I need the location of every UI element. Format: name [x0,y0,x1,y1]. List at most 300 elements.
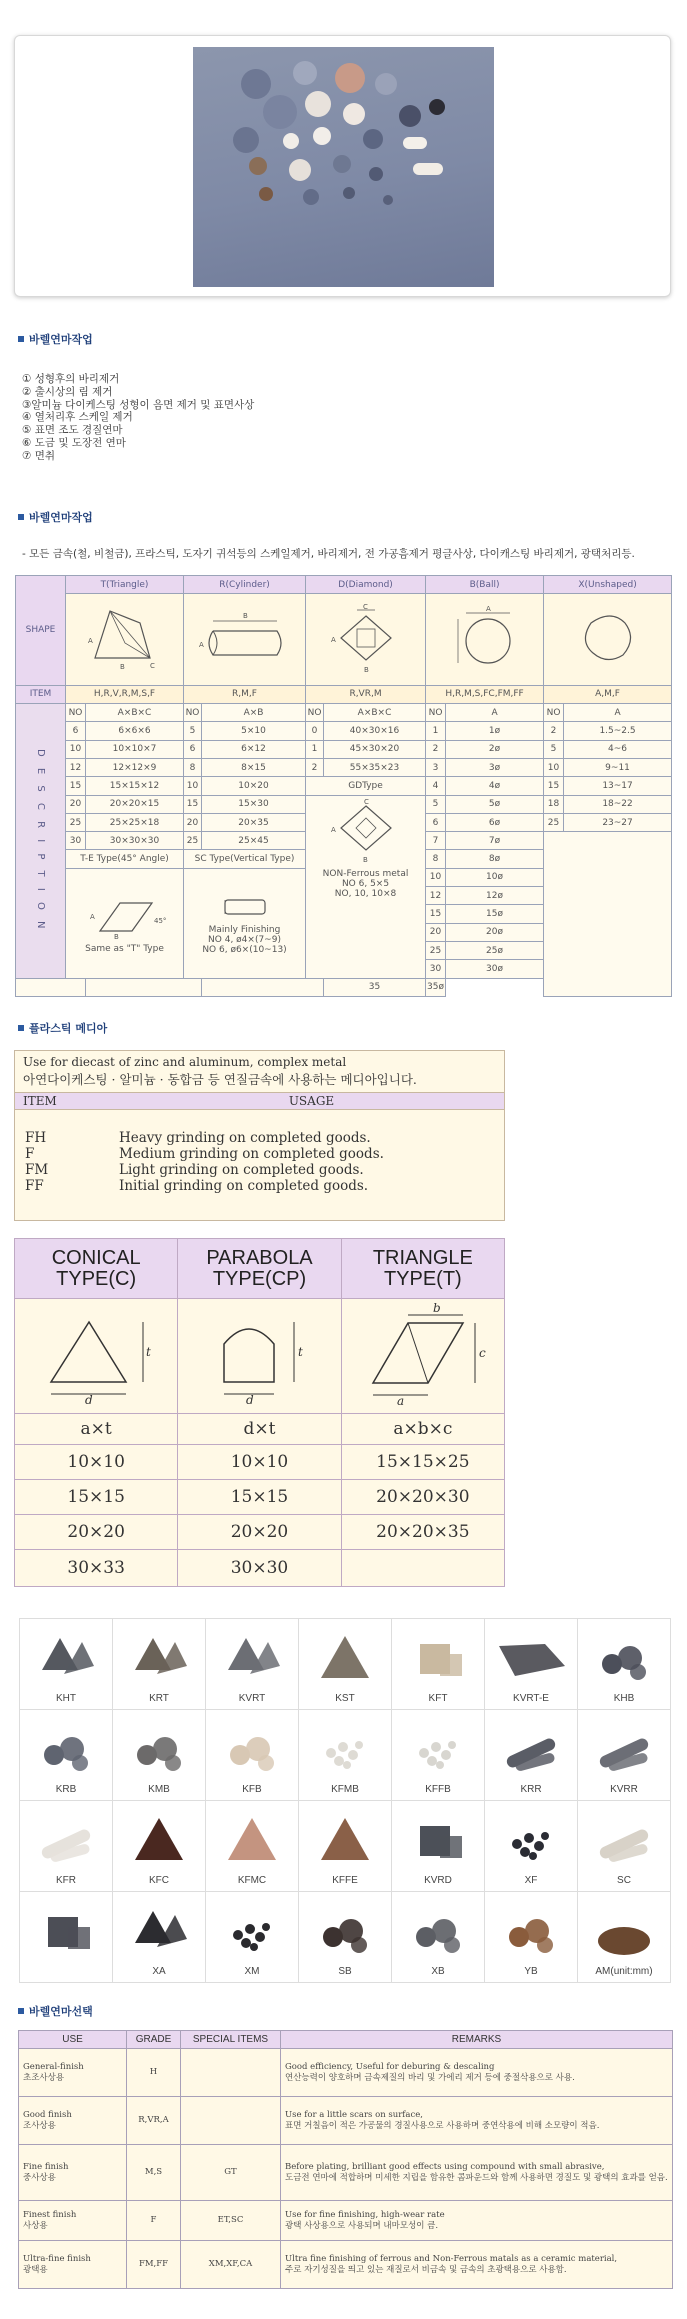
gallery-label: KRB [55,1784,77,1795]
list-item: ② 출시상의 림 제거 [22,385,113,398]
empty [202,978,324,996]
description-label: D E S C R I P T I O N [16,704,66,978]
cell: 8 [184,759,202,777]
list-item: ⑤ 표면 조도 경질연마 [22,424,123,437]
gallery-label: KFMB [331,1784,359,1795]
cell: 0 [306,722,324,740]
item-label: ITEM [16,685,66,703]
item-ball: H,R,M,S,FC,FM,FF [426,685,544,703]
svg-text:a: a [396,1393,404,1407]
th-dim: A×B×C [324,704,426,722]
size-cell: 30×33 [15,1550,178,1587]
grade-cell: H [127,2049,181,2097]
bullet-square-icon [18,514,24,520]
section-plastic-media-title: 플라스틱 메디아 [18,1020,107,1036]
remarks-cell: Good efficiency, Useful for deburing & descaling 연산능력이 양호하며 금속제질의 바리 및 가에리 제거 등에 중절삭용으로 사용. [281,2049,673,2097]
gallery-label: KRR [520,1784,542,1795]
cell: 25×45 [202,832,306,850]
svg-text:A: A [198,641,204,650]
list-item: ① 성형후의 바리제거 [22,373,120,385]
cell: 30 [426,960,446,978]
head-use: USE [19,2031,127,2049]
media-sample-image [392,1807,484,1869]
plastic-rows [15,1110,504,1194]
cell: 10×20 [202,777,306,795]
size-cell [341,1550,504,1587]
media-sample-image [578,1807,670,1869]
svg-text:C: C [363,797,369,806]
gallery-item [485,1892,578,1983]
media-sample-image [485,1898,577,1960]
diamond-note: NON-Ferrous metal [322,868,409,879]
gallery-item [299,1801,392,1892]
gallery-item [485,1619,578,1710]
svg-text:b: b [432,1300,441,1315]
col-header-cylinder: R(Cylinder) [184,576,306,594]
list-item: ④ 열처리후 스케일 제거 [22,411,133,424]
cell: 2 [544,722,564,740]
type-parabola-header: PARABOLA TYPE(CP) [178,1239,341,1299]
size-cell: 30×30 [178,1550,341,1587]
special-cell: GT [181,2145,281,2201]
media-sample-image [20,1807,112,1869]
media-sample-image [578,1625,670,1687]
cell: 5 [544,740,564,758]
gallery-item [392,1619,485,1710]
cell: 5×10 [202,722,306,740]
diamond-extra [306,795,426,978]
use-cell: Fine finish 중사상용 [19,2145,127,2201]
media-sample-image [578,1716,670,1778]
gallery-item [20,1710,113,1801]
cell: 15ø [446,905,544,923]
cell: 8×15 [202,759,306,777]
cylinder-subtitle: SC Type(Vertical Type) [184,850,306,868]
special-cell [181,2049,281,2097]
remarks-cell: Use for a little scars on surface, 표면 거칠음이 적은 가공물의 경질사용으로 사용하며 중연삭용에 비해 소모량이 적음. [281,2097,673,2145]
item-diamond: R,VR,M [306,685,426,703]
use-cell: General-finish 초조사상용 [19,2049,127,2097]
type-conical-header: CONICAL TYPE(C) [15,1239,178,1299]
formula-parabola: d×t [178,1414,341,1445]
cell: 6 [426,813,446,831]
gallery-label: XB [431,1966,445,1977]
special-cell: XM,XF,CA [181,2241,281,2289]
section-barrel-work-title: 바렐연마작업 [18,331,93,347]
media-sample-image [113,1807,205,1869]
media-sample-image [485,1716,577,1778]
te-type-diagram [80,893,170,941]
svg-text:45°: 45° [153,916,166,925]
th-dim: A [564,704,672,722]
remarks-cell: Before plating, brilliant good effects using compound with small abrasive, 도금전 연마에 적합하며 미세한 지립을 함유한 콤파운드와 함께 사용하면 경질도 및 광택의 효과를 얻음. [281,2145,673,2201]
cell: 30 [66,832,86,850]
cell: 12 [66,759,86,777]
cell: 40×30×16 [324,722,426,740]
cell: 8ø [446,850,544,868]
gallery-label: KRT [149,1693,169,1704]
item-cylinder: R,M,F [184,685,306,703]
cell: 55×35×23 [324,759,426,777]
gallery-item [578,1619,671,1710]
cell: 18~22 [564,795,672,813]
cylinder-note: NO 4, ø4×(7~9) [208,934,281,945]
media-sample-image [485,1625,577,1687]
media-sample-image [206,1807,298,1869]
cell: 13~17 [564,777,672,795]
cell: 25ø [446,941,544,959]
svg-text:d: d [85,1392,93,1404]
special-cell: ET,SC [181,2201,281,2241]
diamond-note: NO, 10, 10×8 [334,888,397,899]
cell: 3 [426,759,446,777]
cell: 45×30×20 [324,740,426,758]
cell: 9~11 [564,759,672,777]
svg-text:d: d [246,1392,255,1404]
gallery-label: KMB [148,1784,170,1795]
triangle-note: Same as "T" Type [85,943,164,954]
gallery-label: KVRD [424,1875,452,1886]
gallery-item [20,1892,113,1983]
svg-text:A: A [485,605,491,614]
media-sample-image [206,1898,298,1960]
media-sample-image [578,1898,670,1960]
remarks-cell: Ultra fine finishing of ferrous and Non-Ferrous matals as a ceramic material, 주로 자기성질을 띄고 있는 재질로서 비금속 및 금속의 초광택용으로 사용함. [281,2241,673,2289]
size-cell: 20×20×35 [341,1515,504,1550]
cell: 1.5~2.5 [564,722,672,740]
empty [86,978,202,996]
unshaped-shape-diagram [544,594,672,686]
cell: 1ø [446,722,544,740]
gallery-item [392,1892,485,1983]
media-sample-image [392,1716,484,1778]
intro-en: Use for diecast of zinc and aluminum, complex metal [23,1055,347,1069]
svg-text:C: C [362,603,368,612]
gallery-label: KVRT [238,1693,266,1704]
cylinder-shape-diagram [184,594,306,686]
gallery-label: KFC [149,1875,169,1886]
cell: 20×20×15 [86,795,184,813]
gallery-item [113,1801,206,1892]
type-triangle-header: TRIANGLE TYPE(T) [341,1239,504,1299]
col-header-ball: B(Ball) [426,576,544,594]
gallery-label: SC [617,1875,631,1886]
media-sample-image [206,1625,298,1687]
diamond-subtitle: GDType [306,777,426,795]
media-sample-image [113,1716,205,1778]
cell: 23~27 [564,813,672,831]
cell: 10ø [446,868,544,886]
list-item: ⑥ 도금 및 도장전 연마 [22,436,126,449]
gallery-label: XA [152,1966,166,1977]
media-sample-image [113,1625,205,1687]
cylinder-note: Mainly Finishing [208,924,281,935]
gallery-item [20,1619,113,1710]
gallery-item [485,1801,578,1892]
gallery-label: KFFE [332,1875,358,1886]
cell: 6 [66,722,86,740]
cell: 2 [426,740,446,758]
use-cell: Good finish 조사상용 [19,2097,127,2145]
list-item: ③알미늄 다이케스팅 성형이 음면 제거 및 표면사상 [22,398,255,411]
intro-ko: 아연다이케스팅 · 알미늄 · 동합금 등 연질금속에 사용하는 메디아입니다. [23,1072,417,1087]
cell: 5 [426,795,446,813]
cell: 20 [66,795,86,813]
gallery-label: KST [335,1693,355,1704]
plastic-row: FF Initial grinding on completed goods. [25,1178,369,1194]
gallery-item [206,1710,299,1801]
gd-type-diagram [321,796,411,866]
cell: 10×10×7 [86,740,184,758]
cell: 6×12 [202,740,306,758]
list-item: ⑦ 면취 [22,449,56,462]
size-cell: 15×15 [178,1480,341,1515]
cell: 10 [544,759,564,777]
plastic-types-table [14,1238,505,1587]
cell: 35 [324,978,426,996]
gallery-item [299,1892,392,1983]
gallery-label: KFFB [425,1784,451,1795]
use-cell: Ultra-fine finish 광택용 [19,2241,127,2289]
cell: 20 [184,813,202,831]
th-dim: A×B×C [86,704,184,722]
cell: 8 [426,850,446,868]
gallery-label: XF [524,1875,538,1886]
gallery-item [392,1710,485,1801]
cell: 2ø [446,740,544,758]
gallery-item [20,1801,113,1892]
formula-triangle: a×b×c [341,1414,504,1445]
hero-card [14,35,671,297]
th-no: NO [184,704,202,722]
cell: 4~6 [564,740,672,758]
cell: 25 [184,832,202,850]
plastic-row: FH Heavy grinding on completed goods. [25,1130,371,1146]
col-header-unshaped: X(Unshaped) [544,576,672,594]
gallery-label: KFT [428,1693,448,1704]
th-dim: A [446,704,544,722]
media-sample-image [299,1807,391,1869]
item-unshaped: A,M,F [544,685,672,703]
svg-text:B: B [113,932,119,941]
size-cell: 20×20 [178,1515,341,1550]
size-cell: 20×20×30 [341,1480,504,1515]
svg-text:B: B [119,663,125,672]
svg-text:C: C [149,662,155,671]
triangle-extra [66,868,184,978]
plastic-head [15,1092,504,1110]
cell: 6ø [446,813,544,831]
media-sample-image [299,1716,391,1778]
gallery-label: KFB [242,1784,262,1795]
grade-cell: FM,FF [127,2241,181,2289]
plastic-row: FM Light grinding on completed goods. [25,1162,364,1178]
gallery-item [299,1619,392,1710]
cell: 25 [426,941,446,959]
gallery-label: KFR [56,1875,76,1886]
cell: 30×30×30 [86,832,184,850]
gallery-label: KFMC [237,1875,267,1886]
gallery-label: KHB [613,1693,635,1704]
cell: 15×30 [202,795,306,813]
cell: 15 [426,905,446,923]
cell: 3ø [446,759,544,777]
diamond-note: NO 6, 5×5 [341,878,390,889]
triangle-shape-diagram [66,594,184,686]
head-grade: GRADE [127,2031,181,2049]
plastic-media-table [14,1050,505,1221]
cell: 4 [426,777,446,795]
media-sample-image [392,1625,484,1687]
cell: 5ø [446,795,544,813]
shape-label: SHAPE [16,576,66,686]
bullet-square-icon [18,336,24,342]
gallery-item [113,1619,206,1710]
cell: 12ø [446,887,544,905]
formula-conical: a×t [15,1414,178,1445]
head-special: SPECIAL ITEMS [181,2031,281,2049]
th-no: NO [544,704,564,722]
bullet-square-icon [18,2008,24,2014]
gallery-label: XM [244,1966,260,1977]
cell: 25 [66,813,86,831]
cell: 10 [66,740,86,758]
size-cell: 15×15×25 [341,1445,504,1480]
gallery-item [578,1892,671,1983]
cylinder-extra [184,868,306,978]
head-remarks: REMARKS [281,2031,673,2049]
th-no: NO [306,704,324,722]
svg-text:A: A [330,636,336,645]
svg-text:B: B [363,666,369,675]
svg-text:t: t [298,1344,304,1359]
cell: 7ø [446,832,544,850]
cell: 12 [426,887,446,905]
gallery-label: SB [338,1966,352,1977]
triangle-diagram [341,1299,504,1414]
media-sample-image [299,1625,391,1687]
gallery-label: AM(unit:mm) [595,1966,653,1977]
parabola-diagram [178,1299,341,1414]
media-sample-image [113,1898,205,1960]
remarks-cell: Use for fine finishing, high-wear rate 광택 사상용으로 사용되며 내마모성이 큼. [281,2201,673,2241]
th-dim: A×B [202,704,306,722]
cell: 2 [306,759,324,777]
use-cell: Finest finish 사상용 [19,2201,127,2241]
media-sample-image [20,1625,112,1687]
media-photo [193,47,494,287]
cell: 20×35 [202,813,306,831]
media-sample-image [485,1807,577,1869]
svg-text:A: A [89,912,95,921]
cell: 15 [184,795,202,813]
cell: 25 [544,813,564,831]
cell: 10 [426,868,446,886]
col-header-diamond: D(Diamond) [306,576,426,594]
head-item: ITEM [23,1094,57,1108]
svg-text:t: t [146,1344,151,1359]
conical-diagram [15,1299,178,1414]
cell: 15×15×12 [86,777,184,795]
section-barrel-work-title-2: 바렐연마작업 [18,509,93,525]
section-note: - 모든 금속(철, 비철금), 프라스틱, 도자기 귀석등의 스케일제거, 바리제거, 전 가공흠제거 평글사상, 다이캐스팅 바리제거, 광택처리등. [22,548,635,560]
gallery-item [206,1619,299,1710]
ball-shape-diagram [426,594,544,686]
cell: 6×6×6 [86,722,184,740]
media-sample-image [392,1898,484,1960]
grade-cell: F [127,2201,181,2241]
item-triangle: H,R,V,R,M,S,F [66,685,184,703]
cell: 1 [306,740,324,758]
triangle-subtitle: T-E Type(45° Angle) [66,850,184,868]
cell: 35ø [426,978,446,996]
cylinder-note: NO 6, ø6×(10~13) [202,944,287,955]
cell: 7 [426,832,446,850]
size-cell: 15×15 [15,1480,178,1515]
grade-cell: M,S [127,2145,181,2201]
grade-cell: R,VR,A [127,2097,181,2145]
col-header-triangle: T(Triangle) [66,576,184,594]
gallery-label: YB [524,1966,538,1977]
size-cell: 10×10 [15,1445,178,1480]
section-barrel-select-title: 바렐연마선택 [18,2003,93,2019]
media-sample-image [299,1898,391,1960]
size-cell: 20×20 [15,1515,178,1550]
cell: 6 [184,740,202,758]
media-gallery [19,1618,671,1983]
cell: 20ø [446,923,544,941]
cell: 15 [66,777,86,795]
th-no: NO [66,704,86,722]
cell: 18 [544,795,564,813]
gallery-item [113,1710,206,1801]
media-sample-image [20,1716,112,1778]
svg-text:A: A [87,637,93,646]
gallery-item [206,1892,299,1983]
gallery-label: KVRR [610,1784,638,1795]
gallery-item [392,1801,485,1892]
cell: 20 [426,923,446,941]
gallery-item [578,1801,671,1892]
cell: 1 [426,722,446,740]
svg-text:B: B [362,855,368,864]
empty [16,978,86,996]
gallery-label: KVRT-E [513,1693,549,1704]
sc-type-diagram [200,892,290,922]
bullet-square-icon [18,1025,24,1031]
cell: 25×25×18 [86,813,184,831]
cell: 15 [544,777,564,795]
gallery-item [485,1710,578,1801]
cell: 10 [184,777,202,795]
unshaped-empty [544,832,672,997]
gallery-item [206,1801,299,1892]
cell: 4ø [446,777,544,795]
media-sample-image [20,1898,112,1960]
barrel-select-table [18,2030,673,2289]
special-cell [181,2097,281,2145]
th-no: NO [426,704,446,722]
svg-text:B: B [242,612,248,621]
size-cell: 10×10 [178,1445,341,1480]
gallery-item [113,1892,206,1983]
cell: 12×12×9 [86,759,184,777]
media-sample-image [206,1716,298,1778]
plastic-row: F Medium grinding on completed goods. [25,1146,384,1162]
cell: 5 [184,722,202,740]
diamond-shape-diagram [306,594,426,686]
svg-text:A: A [330,825,336,834]
